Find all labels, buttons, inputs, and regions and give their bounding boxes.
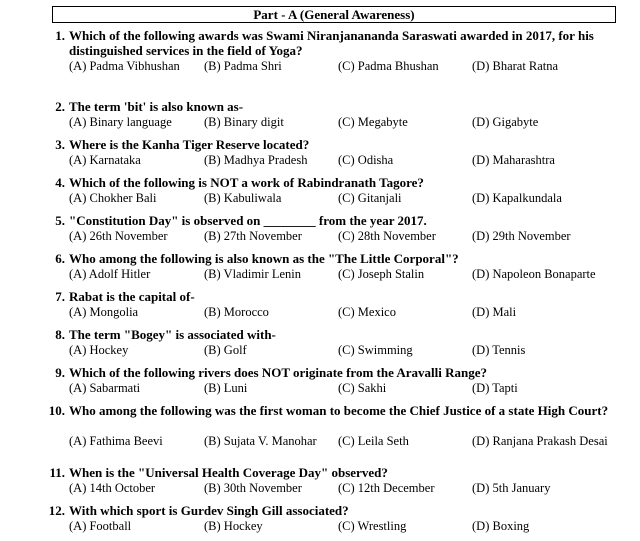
question-text: Rabat is the capital of-	[69, 289, 195, 304]
option-a: (A) Fathima Beevi	[69, 434, 163, 448]
option-b: (B) Morocco	[204, 305, 269, 319]
option-c: (C) Leila Seth	[338, 434, 409, 448]
option-b: (B) Kabuliwala	[204, 191, 282, 205]
option-c: (C) 12th December	[338, 481, 435, 495]
option-a: (A) Football	[69, 519, 132, 533]
option-c: (C) Joseph Stalin	[338, 267, 425, 281]
option-c: (C) Megabyte	[338, 115, 408, 129]
option-a: (A) Hockey	[69, 343, 129, 357]
option-b: (B) Sujata V. Manohar	[204, 434, 317, 448]
option-c: (C) Mexico	[338, 305, 396, 319]
option-b: (B) Vladimir Lenin	[204, 267, 301, 281]
option-c: (C) Wrestling	[338, 519, 407, 533]
option-b: (B) Madhya Pradesh	[204, 153, 308, 167]
question-number: 7.	[55, 289, 65, 304]
option-d: (D) Kapalkundala	[472, 191, 562, 205]
option-a: (A) 26th November	[69, 229, 168, 243]
option-d: (D) 5th January	[472, 481, 551, 495]
question-text: The term "Bogey" is associated with-	[69, 327, 276, 342]
option-a: (A) Karnataka	[69, 153, 141, 167]
question-text: Which of the following rivers does NOT originate from the Aravalli Range?	[69, 365, 488, 380]
option-d: (D) Maharashtra	[472, 153, 555, 167]
option-b: (B) Binary digit	[204, 115, 284, 129]
option-d: (D) Boxing	[472, 519, 530, 533]
option-d: (D) 29th November	[472, 229, 571, 243]
question-text: "Constitution Day" is observed on ________ from the year 2017.	[69, 213, 427, 228]
question-text: Where is the Kanha Tiger Reserve located?	[69, 137, 310, 152]
question-text: The term 'bit' is also known as-	[69, 99, 244, 114]
question-text: When is the "Universal Health Coverage Day" observed?	[69, 465, 388, 480]
option-c: (C) 28th November	[338, 229, 436, 243]
question-text: Which of the following awards was Swami Niranjanananda Saraswati awarded in 2017, for his distinguished services in the field of Yoga?	[69, 28, 594, 58]
question-number: 9.	[55, 365, 65, 380]
option-c: (C) Gitanjali	[338, 191, 402, 205]
option-d: (D) Tennis	[472, 343, 526, 357]
question-number: 6.	[55, 251, 65, 266]
option-c: (C) Swimming	[338, 343, 413, 357]
question-number: 10.	[48, 403, 65, 418]
option-b: (B) 27th November	[204, 229, 302, 243]
option-b: (B) Padma Shri	[204, 59, 282, 73]
option-c: (C) Padma Bhushan	[338, 59, 439, 73]
question-text: Who among the following was the first woman to become the Chief Justice of a state High Court?	[69, 403, 609, 418]
option-a: (A) 14th October	[69, 481, 156, 495]
option-b: (B) 30th November	[204, 481, 302, 495]
option-a: (A) Chokher Bali	[69, 191, 157, 205]
option-b: (B) Golf	[204, 343, 247, 357]
question-text: Which of the following is NOT a work of Rabindranath Tagore?	[69, 175, 424, 190]
question-number: 2.	[55, 99, 65, 114]
option-c: (C) Odisha	[338, 153, 394, 167]
option-d: (D) Mali	[472, 305, 517, 319]
section-title: Part - A (General Awareness)	[52, 6, 616, 23]
question-number: 3.	[55, 137, 65, 152]
option-d: (D) Bharat Ratna	[472, 59, 559, 73]
option-a: (A) Mongolia	[69, 305, 139, 319]
question-text: With which sport is Gurdev Singh Gill associated?	[69, 503, 349, 518]
question-number: 8.	[55, 327, 65, 342]
option-d: (D) Gigabyte	[472, 115, 539, 129]
option-c: (C) Sakhi	[338, 381, 387, 395]
option-a: (A) Binary language	[69, 115, 172, 129]
option-d: (D) Ranjana Prakash Desai	[472, 434, 608, 448]
question-number: 11.	[49, 465, 65, 480]
option-d: (D) Tapti	[472, 381, 518, 395]
question-number: 12.	[48, 503, 65, 518]
option-a: (A) Padma Vibhushan	[69, 59, 180, 73]
option-b: (B) Luni	[204, 381, 248, 395]
question-number: 5.	[55, 213, 65, 228]
question-number: 4.	[55, 175, 65, 190]
option-a: (A) Sabarmati	[69, 381, 141, 395]
option-b: (B) Hockey	[204, 519, 263, 533]
question-text: Who among the following is also known as the "The Little Corporal"?	[69, 251, 459, 266]
option-d: (D) Napoleon Bonaparte	[472, 267, 596, 281]
question-number: 1.	[55, 28, 65, 43]
option-a: (A) Adolf Hitler	[69, 267, 151, 281]
